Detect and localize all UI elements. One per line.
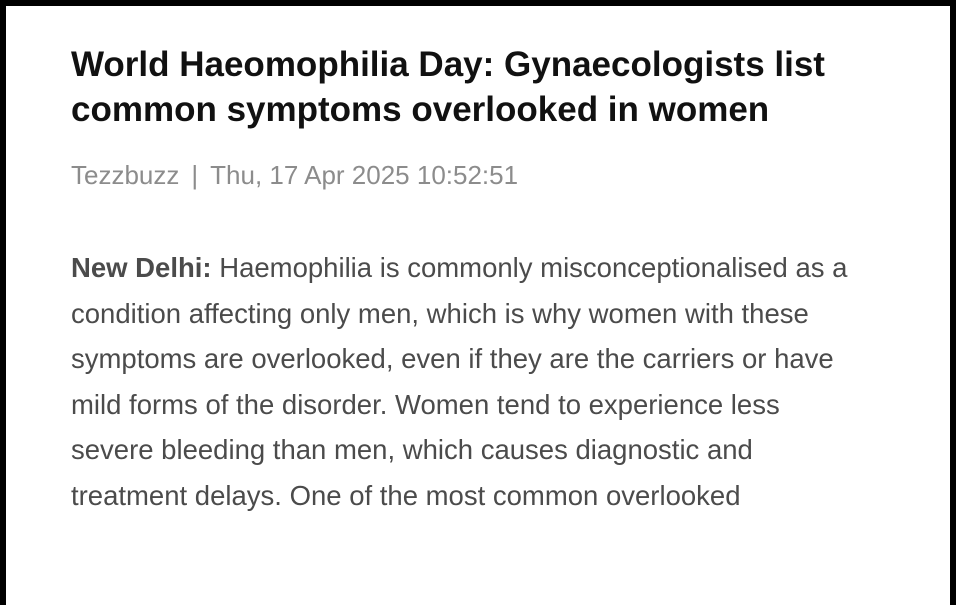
article-body [71, 245, 851, 518]
page-frame [6, 6, 950, 605]
article-meta [71, 159, 851, 191]
article [71, 42, 851, 518]
article-body-text: Haemophilia is commonly misconceptionalised as a condition affecting only men, which is why women with these symptoms are overlooked, even if they are the carriers or have mild forms of the disorder. Women tend to experience less severe bleeding than men, which causes diagnostic and treatment delays. One of the most common overlooked [71, 252, 848, 511]
article-title: World Haeomophilia Day: Gynaecologists list common symptoms overlooked in women [71, 45, 825, 129]
article-dateline: New Delhi: [71, 252, 212, 283]
meta-separator: | [191, 160, 199, 190]
article-source[interactable]: Tezzbuzz [71, 160, 180, 190]
article-datetime: Thu, 17 Apr 2025 10:52:51 [210, 160, 519, 190]
